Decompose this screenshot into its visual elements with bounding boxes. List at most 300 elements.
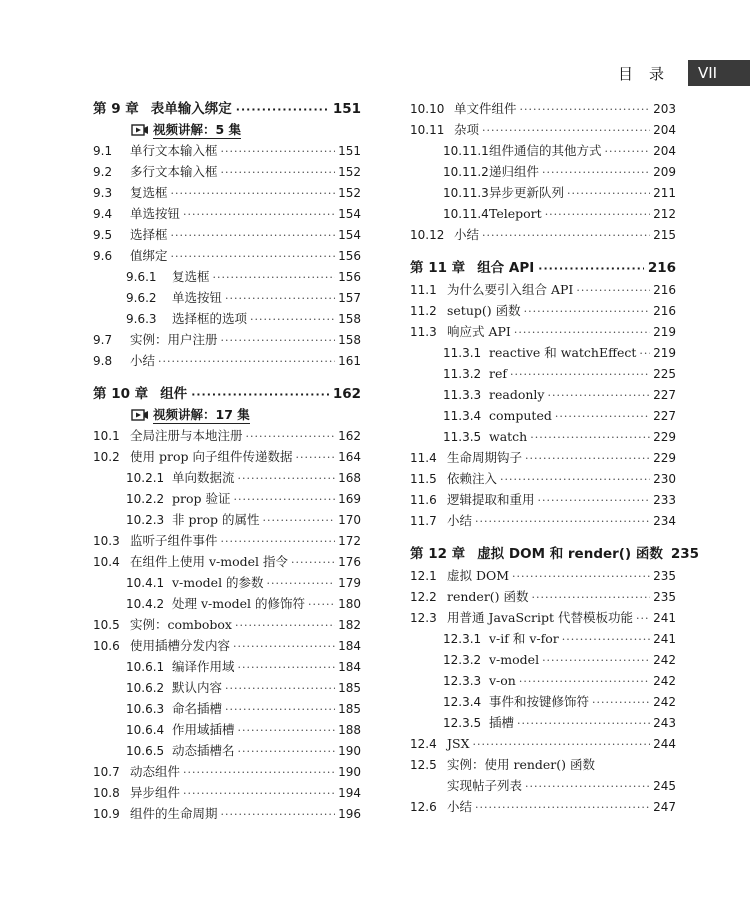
entry-page: 243	[653, 716, 676, 730]
toc-subsection-entry[interactable]	[410, 405, 676, 426]
entry-number: 12.3.1	[443, 632, 482, 646]
toc-subsection-entry[interactable]	[93, 308, 361, 329]
entry-page: 235	[653, 569, 676, 583]
chapter-number: 第 9 章	[93, 101, 139, 117]
entry-title: 逻辑提取和重用	[447, 492, 535, 507]
chapter-page: 151	[332, 101, 361, 117]
toc-section-entry[interactable]	[410, 565, 676, 586]
entry-page: 233	[653, 493, 676, 507]
toc-section-entry[interactable]	[410, 224, 676, 245]
chapter-number: 第 11 章	[410, 260, 466, 276]
chapter-entry[interactable]	[410, 543, 700, 565]
toc-subsection-entry[interactable]	[410, 712, 676, 733]
toc-section-entry[interactable]	[410, 754, 676, 775]
dot-leader	[547, 385, 650, 406]
entry-number: 10.11.4	[443, 207, 489, 221]
entry-number: 10.4.2	[126, 597, 165, 611]
dot-leader	[238, 468, 336, 489]
entry-title: 作用域插槽	[172, 722, 235, 737]
dot-leader	[592, 692, 650, 713]
toc-subsection-entry[interactable]	[93, 677, 361, 698]
entry-number: 9.3	[93, 186, 113, 200]
toc-subsection-entry[interactable]	[410, 140, 676, 161]
dot-leader	[510, 364, 650, 385]
entry-title: 值绑定	[130, 248, 168, 263]
entry-title: 异步组件	[130, 785, 181, 800]
entry-title: 多行文本输入框	[130, 164, 218, 179]
entry-title: 动态组件	[130, 764, 181, 779]
toc-section-entry[interactable]	[410, 279, 676, 300]
dot-leader	[221, 162, 336, 183]
toc-section-entry[interactable]	[410, 510, 676, 531]
toc-section-entry[interactable]	[93, 551, 361, 572]
entry-title: computed	[489, 408, 552, 423]
entry-page: 234	[653, 514, 676, 528]
dot-leader	[545, 204, 650, 225]
dot-leader	[482, 120, 650, 141]
video-count: 视频讲解：17 集	[153, 407, 250, 422]
entry-number: 12.2	[410, 590, 437, 604]
entry-page: 152	[338, 165, 361, 179]
entry-title: 默认内容	[172, 680, 223, 695]
dot-leader	[221, 141, 336, 162]
toc-subsection-entry[interactable]	[93, 509, 361, 530]
entry-number: 9.8	[93, 354, 113, 368]
toc-subsection-entry[interactable]	[93, 467, 361, 488]
dot-leader	[233, 489, 335, 510]
dot-leader	[525, 448, 650, 469]
dot-leader	[567, 183, 650, 204]
entry-number: 11.7	[410, 514, 437, 528]
dot-leader	[512, 566, 650, 587]
toc-subsection-entry[interactable]	[410, 384, 676, 405]
toc-subsection-entry[interactable]	[93, 740, 361, 761]
entry-number: 12.3.4	[443, 695, 482, 709]
toc-section-entry[interactable]	[410, 796, 676, 817]
entry-number: 11.6	[410, 493, 437, 507]
dot-leader	[183, 762, 335, 783]
entry-title: reactive 和 watchEffect	[489, 345, 637, 360]
toc-subsection-entry[interactable]	[410, 342, 676, 363]
entry-number: 9.2	[93, 165, 113, 179]
dot-leader	[246, 426, 336, 447]
entry-page: 157	[338, 291, 361, 305]
dot-leader	[500, 469, 650, 490]
dot-leader	[636, 608, 650, 629]
entry-page: 152	[338, 186, 361, 200]
entry-number: 10.6.1	[126, 660, 165, 674]
entry-title: 单向数据流	[172, 470, 235, 485]
toc-subsection-entry[interactable]	[410, 628, 676, 649]
chapter-title: 虚拟 DOM 和 render() 函数	[477, 546, 663, 562]
entry-page: 227	[653, 388, 676, 402]
toc-section-entry[interactable]	[410, 321, 676, 342]
entry-title: 命名插槽	[172, 701, 223, 716]
entry-title: 在组件上使用 v-model 指令	[130, 554, 289, 569]
toc-subsection-entry[interactable]	[93, 266, 361, 287]
entry-title: setup() 函数	[447, 303, 521, 318]
header-page-number: VII	[688, 60, 750, 86]
dot-leader	[171, 246, 336, 267]
entry-title: 实现帖子列表	[447, 778, 523, 793]
entry-title: Teleport	[489, 206, 542, 221]
dot-leader	[238, 720, 336, 741]
entry-page: 196	[338, 807, 361, 821]
toc-section-entry[interactable]	[93, 245, 361, 266]
dot-leader	[538, 490, 651, 511]
entry-number: 10.2.2	[126, 492, 165, 506]
toc-subsection-entry[interactable]	[410, 691, 676, 712]
entry-page: 209	[653, 165, 676, 179]
entry-number: 10.2	[93, 450, 120, 464]
entry-page: 219	[653, 325, 676, 339]
entry-number: 11.1	[410, 283, 437, 297]
entry-number: 12.4	[410, 737, 437, 751]
toc-section-entry[interactable]	[410, 98, 676, 119]
dot-leader	[530, 427, 650, 448]
running-header	[0, 60, 750, 86]
dot-leader	[639, 343, 650, 364]
toc-section-entry[interactable]	[410, 733, 676, 754]
entry-number: 10.11.3	[443, 186, 489, 200]
entry-title: v-on	[489, 673, 516, 688]
entry-page: 247	[653, 800, 676, 814]
dot-leader	[295, 447, 335, 468]
entry-title: 小结	[454, 227, 480, 242]
chapter-number: 第 10 章	[93, 386, 149, 402]
entry-page: 184	[338, 660, 361, 674]
toc-subsection-entry[interactable]	[410, 203, 676, 224]
entry-page: 229	[653, 430, 676, 444]
dot-leader	[562, 629, 650, 650]
dot-leader	[262, 510, 335, 531]
entry-page: 170	[338, 513, 361, 527]
toc-subsection-entry[interactable]	[93, 698, 361, 719]
entry-page: 151	[338, 144, 361, 158]
entry-number: 10.4	[93, 555, 120, 569]
entry-number: 11.4	[410, 451, 437, 465]
entry-title: 小结	[130, 353, 156, 368]
chapter-title: 表单输入绑定	[150, 101, 232, 117]
chapter-number: 第 12 章	[410, 546, 466, 562]
entry-number: 9.7	[93, 333, 113, 347]
entry-page: 154	[338, 207, 361, 221]
entry-page: 242	[653, 653, 676, 667]
toc-section-entry[interactable]	[93, 614, 361, 635]
entry-page: 219	[653, 346, 676, 360]
video-lectures-note	[93, 120, 361, 140]
entry-page: 182	[338, 618, 361, 632]
dot-leader	[221, 330, 336, 351]
dot-leader	[238, 657, 336, 678]
entry-number: 9.6	[93, 249, 113, 263]
entry-number: 12.3.3	[443, 674, 482, 688]
toc-section-entry[interactable]	[93, 224, 361, 245]
entry-title: ref	[489, 366, 507, 381]
dot-leader	[213, 267, 336, 288]
chapter-entry[interactable]	[93, 98, 361, 120]
dot-leader	[538, 258, 644, 280]
entry-title: 递归组件	[489, 164, 540, 179]
entry-page: 185	[338, 702, 361, 716]
entry-title: readonly	[489, 387, 545, 402]
entry-title: 单选按钮	[130, 206, 181, 221]
entry-page: 245	[653, 779, 676, 793]
entry-page: 168	[338, 471, 361, 485]
toc-subsection-entry[interactable]	[410, 649, 676, 670]
entry-page: 211	[653, 186, 676, 200]
entry-title: v-if 和 v-for	[489, 631, 559, 646]
toc-section-entry[interactable]	[93, 350, 361, 371]
toc-subsection-entry[interactable]	[93, 488, 361, 509]
entry-number: 11.2	[410, 304, 437, 318]
entry-title: v-model 的参数	[172, 575, 264, 590]
entry-page: 225	[653, 367, 676, 381]
entry-number: 12.3	[410, 611, 437, 625]
dot-leader	[542, 162, 650, 183]
toc-section-entry[interactable]	[93, 446, 361, 467]
entry-page: 176	[338, 555, 361, 569]
entry-page: 162	[338, 429, 361, 443]
entry-number: 12.3.2	[443, 653, 482, 667]
entry-title: 小结	[447, 799, 473, 814]
entry-number: 10.10	[410, 102, 445, 116]
dot-leader	[235, 615, 335, 636]
entry-page: 242	[653, 674, 676, 688]
entry-title: 实例：使用 render() 函数	[447, 757, 595, 772]
dot-leader	[171, 225, 336, 246]
entry-page: 244	[653, 737, 676, 751]
entry-number: 10.7	[93, 765, 120, 779]
dot-leader	[517, 713, 650, 734]
entry-page: 179	[338, 576, 361, 590]
dot-leader	[158, 351, 335, 372]
chapter-page: 162	[332, 386, 361, 402]
toc-subsection-entry[interactable]	[93, 656, 361, 677]
entry-number: 9.1	[93, 144, 113, 158]
entry-page: 158	[338, 333, 361, 347]
entry-title: 复选框	[172, 269, 210, 284]
entry-page: 164	[338, 450, 361, 464]
entry-number: 10.11.1	[443, 144, 489, 158]
entry-title: 监听子组件事件	[130, 533, 218, 548]
entry-page: 156	[338, 249, 361, 263]
entry-number: 11.3.3	[443, 388, 482, 402]
entry-number: 9.6.1	[126, 270, 157, 284]
toc-section-entry[interactable]	[410, 468, 676, 489]
dot-leader	[238, 741, 336, 762]
header-title: 目录	[617, 65, 680, 83]
dot-leader	[520, 99, 651, 120]
toc-subsection-entry[interactable]	[93, 287, 361, 308]
entry-number: 10.6.2	[126, 681, 165, 695]
entry-number: 10.6.5	[126, 744, 165, 758]
dot-leader	[525, 776, 650, 797]
toc-subsection-entry[interactable]	[410, 670, 676, 691]
entry-number: 10.6.3	[126, 702, 165, 716]
toc-section-entry[interactable]	[410, 586, 676, 607]
entry-number: 12.5	[410, 758, 437, 772]
toc-section-entry[interactable]	[410, 300, 676, 321]
dot-leader	[236, 99, 329, 121]
entry-title: 单行文本输入框	[130, 143, 218, 158]
toc-section-entry[interactable]	[410, 447, 676, 468]
toc-section-entry[interactable]	[410, 607, 676, 628]
dot-leader	[514, 322, 650, 343]
dot-leader	[225, 678, 335, 699]
dot-leader	[225, 288, 335, 309]
entry-number: 12.6	[410, 800, 437, 814]
entry-page: 180	[338, 597, 361, 611]
dot-leader	[576, 280, 650, 301]
entry-page: 190	[338, 744, 361, 758]
entry-title: 单文件组件	[454, 101, 517, 116]
entry-title: 响应式 API	[447, 324, 511, 339]
entry-number: 10.5	[93, 618, 120, 632]
entry-title: 复选框	[130, 185, 168, 200]
entry-title: 组件通信的其他方式	[489, 143, 602, 158]
toc-subsection-entry[interactable]	[93, 719, 361, 740]
dot-leader	[225, 699, 335, 720]
toc-section-entry[interactable]	[93, 425, 361, 446]
toc-subsection-entry[interactable]	[93, 593, 361, 614]
entry-number: 12.1	[410, 569, 437, 583]
entry-page: 235	[653, 590, 676, 604]
entry-title: render() 函数	[447, 589, 529, 604]
video-camera-icon	[131, 408, 149, 422]
section-gap	[410, 245, 676, 257]
entry-page: 194	[338, 786, 361, 800]
toc-subsection-entry[interactable]	[93, 572, 361, 593]
entry-page: 216	[653, 283, 676, 297]
chapter-entry[interactable]	[93, 383, 361, 405]
entry-title: watch	[489, 429, 528, 444]
entry-title: 全局注册与本地注册	[130, 428, 243, 443]
dot-leader	[532, 587, 651, 608]
entry-page: 188	[338, 723, 361, 737]
toc-subsection-entry[interactable]	[410, 426, 676, 447]
toc-subsection-entry[interactable]	[410, 182, 676, 203]
toc-section-entry[interactable]	[93, 203, 361, 224]
video-count: 视频讲解：5 集	[153, 122, 242, 137]
toc-section-entry[interactable]	[93, 140, 361, 161]
entry-page: 241	[653, 611, 676, 625]
entry-page: 230	[653, 472, 676, 486]
entry-title: 插槽	[489, 715, 515, 730]
entry-title: v-model	[489, 652, 540, 667]
dot-leader	[171, 183, 336, 204]
entry-page: 190	[338, 765, 361, 779]
entry-page: 241	[653, 632, 676, 646]
toc-section-entry[interactable]	[93, 635, 361, 656]
entry-title: 虚拟 DOM	[447, 568, 510, 583]
entry-title: 处理 v-model 的修饰符	[172, 596, 306, 611]
dot-leader	[555, 406, 650, 427]
entry-number: 10.6	[93, 639, 120, 653]
entry-page: 227	[653, 409, 676, 423]
toc-subsection-entry[interactable]	[410, 363, 676, 384]
entry-number: 11.3.1	[443, 346, 482, 360]
entry-page: 172	[338, 534, 361, 548]
toc-section-entry[interactable]	[93, 182, 361, 203]
entry-page: 215	[653, 228, 676, 242]
entry-number: 9.6.3	[126, 312, 157, 326]
entry-title: 异步更新队列	[489, 185, 565, 200]
toc-section-entry[interactable]	[93, 530, 361, 551]
dot-leader	[221, 531, 336, 552]
entry-title: 实例：combobox	[130, 617, 232, 632]
entry-title: 组件的生命周期	[130, 806, 218, 821]
entry-number: 10.11.2	[443, 165, 489, 179]
entry-title: 使用插槽分发内容	[130, 638, 231, 653]
entry-number: 11.5	[410, 472, 437, 486]
entry-number: 10.1	[93, 429, 120, 443]
entry-title: 生命周期钩子	[447, 450, 523, 465]
toc-section-entry[interactable]	[93, 782, 361, 803]
dot-leader	[183, 204, 335, 225]
video-lectures-note	[93, 405, 361, 425]
dot-leader	[524, 301, 650, 322]
toc-entry-continuation[interactable]	[410, 775, 676, 796]
entry-page: 216	[653, 304, 676, 318]
entry-page: 204	[653, 123, 676, 137]
toc-column-left	[93, 98, 361, 824]
entry-number: 10.8	[93, 786, 120, 800]
entry-page: 156	[338, 270, 361, 284]
entry-number: 11.3.5	[443, 430, 482, 444]
entry-page: 161	[338, 354, 361, 368]
entry-title: 用普通 JavaScript 代替模板功能	[447, 610, 633, 625]
entry-number: 10.11	[410, 123, 445, 137]
toc-section-entry[interactable]	[410, 489, 676, 510]
entry-title: prop 验证	[172, 491, 231, 506]
entry-page: 154	[338, 228, 361, 242]
dot-leader	[308, 594, 335, 615]
entry-number: 9.4	[93, 207, 113, 221]
chapter-title: 组合 API	[477, 260, 535, 276]
dot-leader	[221, 804, 336, 825]
entry-page: 212	[653, 207, 676, 221]
dot-leader	[475, 511, 650, 532]
toc-section-entry[interactable]	[93, 761, 361, 782]
dot-leader	[291, 552, 335, 573]
dot-leader	[482, 225, 650, 246]
entry-number: 10.9	[93, 807, 120, 821]
toc-section-entry[interactable]	[410, 119, 676, 140]
toc-section-entry[interactable]	[93, 803, 361, 824]
chapter-page: 235	[670, 546, 700, 562]
dot-leader	[183, 783, 335, 804]
dot-leader	[472, 734, 650, 755]
entry-title: 非 prop 的属性	[172, 512, 260, 527]
entry-number: 9.5	[93, 228, 113, 242]
toc-section-entry[interactable]	[93, 329, 361, 350]
video-camera-icon	[131, 123, 149, 137]
entry-title: 为什么要引入组合 API	[447, 282, 574, 297]
dot-leader	[542, 650, 650, 671]
entry-title: 依赖注入	[447, 471, 498, 486]
entry-title: 小结	[447, 513, 473, 528]
entry-number: 12.3.5	[443, 716, 482, 730]
entry-page: 184	[338, 639, 361, 653]
toc-subsection-entry[interactable]	[410, 161, 676, 182]
entry-number: 10.12	[410, 228, 445, 242]
toc-section-entry[interactable]	[93, 161, 361, 182]
chapter-title: 组件	[160, 386, 188, 402]
entry-number: 10.2.3	[126, 513, 165, 527]
chapter-entry[interactable]	[410, 257, 676, 279]
entry-title: 选择框的选项	[172, 311, 248, 326]
